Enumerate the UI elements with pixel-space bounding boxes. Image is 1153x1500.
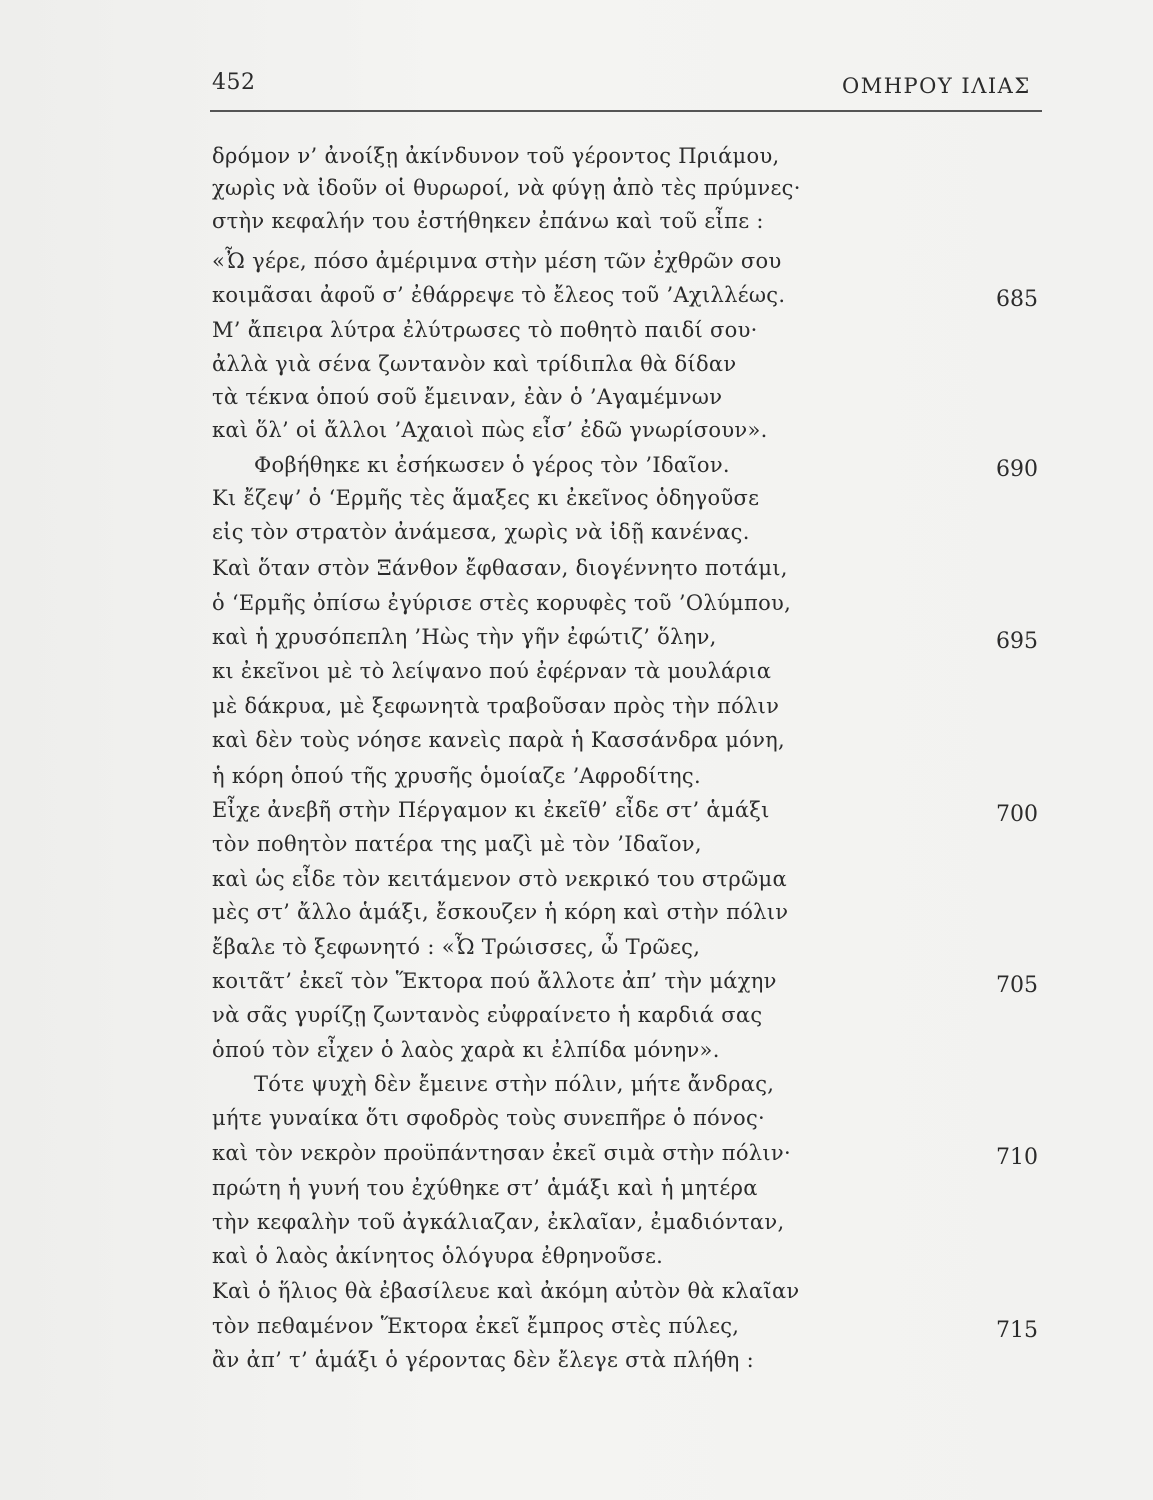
verse-line: μὲς στ’ ἄλλο ἁμάξι, ἔσκουζεν ἡ κόρη καὶ στὴν πόλιν bbox=[212, 900, 789, 924]
verse-line: καὶ ὁ λαὸς ἀκίνητος ὁλόγυρα ἐθρηνοῦσε. bbox=[212, 1244, 664, 1268]
verse-line: Εἶχε ἀνεβῆ στὴν Πέργαμον κι ἐκεῖθ’ εἶδε στ’ ἁμάξι bbox=[212, 798, 770, 822]
verse-line: ἂν ἀπ’ τ’ ἁμάξι ὁ γέροντας δὲν ἔλεγε στὰ πλήθη : bbox=[212, 1348, 754, 1372]
verse-line: τὸν ποθητὸν πατέρα της μαζὶ μὲ τὸν ’Ιδαῖον, bbox=[212, 832, 702, 856]
verse-line: εἰς τὸν στρατὸν ἀνάμεσα, χωρὶς νὰ ἰδῇ κανένας. bbox=[212, 520, 750, 544]
line-number: 715 bbox=[996, 1318, 1038, 1343]
line-number: 695 bbox=[996, 629, 1038, 654]
verse-line: στὴν κεφαλήν του ἐστήθηκεν ἐπάνω καὶ τοῦ εἶπε : bbox=[212, 209, 764, 233]
verse-line: κι ἐκεῖνοι μὲ τὸ λείψανο πού ἐφέρναν τὰ μουλάρια bbox=[212, 659, 772, 683]
verse-line: ἡ κόρη ὁπού τῆς χρυσῆς ὁμοίαζε ’Αφροδίτης. bbox=[212, 764, 701, 788]
verse-line: μὲ δάκρυα, μὲ ξεφωνητὰ τραβοῦσαν πρὸς τὴν πόλιν bbox=[212, 694, 780, 718]
verse-line: καὶ ἡ χρυσόπεπλη ’Ηὼς τὴν γῆν ἐφώτιζ’ ὅλην, bbox=[212, 625, 717, 649]
verse-line: καὶ ὡς εἶδε τὸν κειτάμενον στὸ νεκρικό του στρῶμα bbox=[212, 867, 787, 891]
verse-line: Φοβήθηκε κι ἐσήκωσεν ὁ γέρος τὸν ’Ιδαῖον. bbox=[254, 453, 730, 477]
verse-line: χωρὶς νὰ ἰδοῦν οἱ θυρωροί, νὰ φύγῃ ἀπὸ τὲς πρύμνες· bbox=[212, 176, 801, 200]
page-number: 452 bbox=[212, 70, 256, 95]
verse-line: ἀλλὰ γιὰ σένα ζωντανὸν καὶ τρίδιπλα θὰ δίδαν bbox=[212, 352, 737, 376]
verse-line: Μ’ ἄπειρα λύτρα ἐλύτρωσες τὸ ποθητὸ παιδί σου· bbox=[212, 318, 758, 342]
verse-line: ὁ ‘Ερμῆς ὀπίσω ἐγύρισε στὲς κορυφὲς τοῦ ’Ολύμπου, bbox=[212, 591, 792, 615]
verse-line: τὸν πεθαμένον Ἕκτορα ἐκεῖ ἔμπρος στὲς πύλες, bbox=[212, 1314, 740, 1338]
verse-line: Τότε ψυχὴ δὲν ἔμεινε στὴν πόλιν, μήτε ἄνδρας, bbox=[254, 1072, 775, 1096]
line-number: 710 bbox=[996, 1145, 1038, 1170]
line-number: 700 bbox=[996, 802, 1038, 827]
verse-line: Κι ἔζεψ’ ὁ ‘Ερμῆς τὲς ἅμαξες κι ἐκεῖνος ὁδηγοῦσε bbox=[212, 486, 760, 510]
verse-line: «Ὦ γέρε, πόσο ἀμέριμνα στὴν μέση τῶν ἐχθρῶν σου bbox=[212, 249, 782, 273]
line-number: 690 bbox=[996, 457, 1038, 482]
verse-line: πρώτη ἡ γυνή του ἐχύθηκε στ’ ἁμάξι καὶ ἡ μητέρα bbox=[212, 1176, 758, 1200]
header-rule bbox=[210, 110, 1042, 112]
verse-line: νὰ σᾶς γυρίζῃ ζωντανὸς εὐφραίνετο ἡ καρδιά σας bbox=[212, 1003, 763, 1027]
verse-line: ὁπού τὸν εἶχεν ὁ λαὸς χαρὰ κι ἐλπίδα μόνην». bbox=[212, 1038, 720, 1062]
verse-line: δρόμον ν’ ἀνοίξῃ ἀκίνδυνον τοῦ γέροντος Πριάμου, bbox=[212, 144, 780, 168]
line-number: 685 bbox=[996, 287, 1038, 312]
verse-line: κοιτᾶτ’ ἐκεῖ τὸν Ἕκτορα πού ἄλλοτε ἀπ’ τὴν μάχην bbox=[212, 969, 777, 993]
verse-line: τὰ τέκνα ὁπού σοῦ ἔμειναν, ἐὰν ὁ ’Αγαμέμνων bbox=[212, 385, 723, 409]
verse-line: μήτε γυναίκα ὅτι σφοδρὸς τοὺς συνεπῆρε ὁ πόνος· bbox=[212, 1106, 766, 1130]
verse-line: καὶ ὅλ’ οἱ ἄλλοι ’Αχαιοὶ πὼς εἶσ’ ἐδῶ γνωρίσουν». bbox=[212, 418, 768, 442]
verse-line: καὶ δὲν τοὺς νόησε κανεὶς παρὰ ἡ Κασσάνδρα μόνη, bbox=[212, 728, 786, 752]
verse-line: κοιμᾶσαι ἀφοῦ σ’ ἐθάρρεψε τὸ ἔλεος τοῦ ’Αχιλλέως. bbox=[212, 283, 786, 307]
verse-line: τὴν κεφαλὴν τοῦ ἀγκάλιαζαν, ἐκλαῖαν, ἐμαδιόνταν, bbox=[212, 1210, 785, 1234]
verse-line: Καὶ ὁ ἥλιος θὰ ἐβασίλευε καὶ ἀκόμη αὐτὸν θὰ κλαῖαν bbox=[212, 1279, 800, 1303]
verse-line: Καὶ ὅταν στὸν Ξάνθον ἔφθασαν, διογέννητο ποτάμι, bbox=[212, 556, 788, 580]
line-number: 705 bbox=[996, 973, 1038, 998]
running-title: ΟΜΗΡΟΥ ΙΛΙΑΣ bbox=[842, 74, 1031, 98]
verse-line: καὶ τὸν νεκρὸν προϋπάντησαν ἐκεῖ σιμὰ στὴν πόλιν· bbox=[212, 1141, 791, 1165]
verse-line: ἔβαλε τὸ ξεφωνητό : «Ὦ Τρώισσες, ὦ Τρῶες, bbox=[212, 935, 701, 959]
